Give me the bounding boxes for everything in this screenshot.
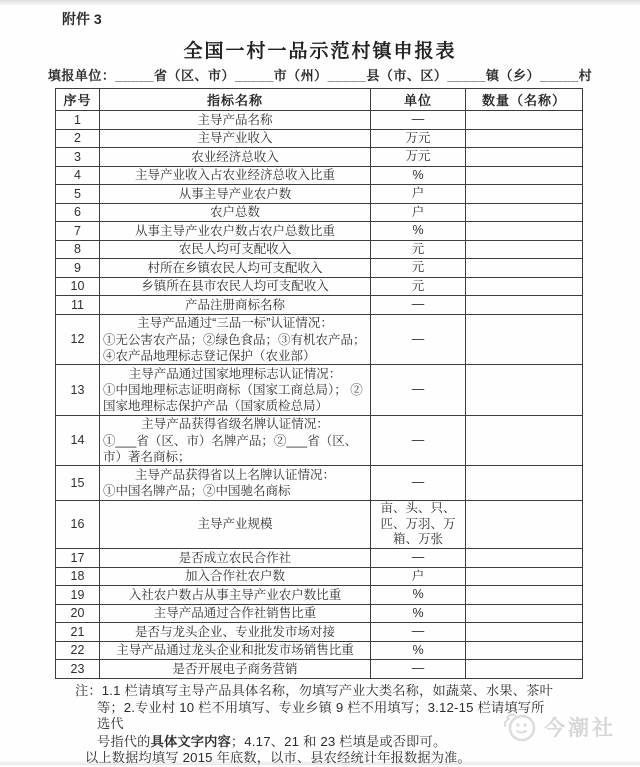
- quantity-cell: [466, 185, 583, 204]
- row-number-cell: 12: [56, 314, 100, 365]
- table-row: [56, 203, 583, 222]
- unit-cell: —: [371, 415, 466, 466]
- unit-cell: 元: [371, 277, 466, 296]
- quantity-cell: [466, 314, 583, 365]
- unit-cell: —: [371, 111, 466, 130]
- unit-cell: 元: [371, 259, 466, 278]
- quantity-cell: [466, 365, 583, 416]
- row-number-cell: 6: [56, 203, 100, 222]
- table-row: [56, 623, 583, 642]
- quantity-cell: [466, 166, 583, 185]
- indicator-detail: ①无公害农产品；②绿色食品；③有机农产品；④农产品地理标志登记保护（农业部）: [103, 332, 366, 363]
- unit-cell: 万元: [371, 129, 466, 148]
- indicator-name: 是否开展电子商务营销: [172, 661, 298, 676]
- note-line-3-pre: 号指代的: [97, 733, 151, 749]
- indicator-name-cell: [100, 111, 371, 130]
- row-number-cell: 22: [56, 641, 100, 660]
- quantity-cell: [466, 415, 583, 466]
- row-number-cell: 19: [56, 586, 100, 605]
- unit-cell: %: [371, 166, 466, 185]
- row-number-cell: 21: [56, 623, 100, 642]
- table-row: [56, 660, 583, 679]
- quantity-cell: [466, 203, 583, 222]
- indicator-name-cell: [100, 185, 371, 204]
- row-number-cell: 10: [56, 277, 100, 296]
- indicator-name-cell: [100, 660, 371, 679]
- row-number-cell: 1: [56, 111, 100, 130]
- unit-cell: %: [371, 222, 466, 241]
- table-row: [56, 641, 583, 660]
- indicator-detail: ①中国地理标志证明商标（国家工商总局）； ②国家地理标志保护产品（国家质检总局）: [103, 383, 363, 413]
- indicator-name-cell: [100, 500, 371, 549]
- table-row: [56, 500, 583, 549]
- attachment-label: 附件 3: [62, 11, 102, 27]
- table-row: [56, 314, 583, 365]
- row-number-cell: 5: [56, 185, 100, 204]
- notes-block: [75, 683, 557, 767]
- table-row: [56, 604, 583, 623]
- quantity-cell: [466, 148, 583, 167]
- table-row: [56, 148, 583, 167]
- unit-cell: 万元: [371, 148, 466, 167]
- indicator-name: 主导产品名称: [197, 112, 273, 127]
- column-header-quantity: 数量（名称）: [466, 89, 583, 111]
- quantity-cell: [466, 466, 583, 501]
- quantity-cell: [466, 222, 583, 241]
- unit-cell: %: [371, 641, 466, 660]
- row-number-cell: 18: [56, 567, 100, 586]
- indicator-name: 主导产品获得省以上名牌认证情况：: [134, 467, 335, 482]
- quantity-cell: [466, 586, 583, 605]
- quantity-cell: [466, 111, 583, 130]
- row-number-cell: 23: [56, 660, 100, 679]
- indicator-name-cell: [100, 277, 371, 296]
- quantity-cell: [466, 129, 583, 148]
- quantity-cell: [466, 500, 583, 549]
- quantity-cell: [466, 549, 583, 568]
- indicator-name: 主导产品通过国家地理标志认证情况：: [128, 366, 342, 381]
- indicator-name-cell: [100, 549, 371, 568]
- row-number-cell: 7: [56, 222, 100, 241]
- quantity-cell: [466, 277, 583, 296]
- indicator-name-cell: [100, 623, 371, 642]
- note-line-2: 等；2.专业村 10 栏不用填写、专业乡镇 9 栏不用填写；3.12-15 栏请填写所选代: [97, 699, 545, 732]
- note-line-1: 注：1.1 栏请填写主导产品具体名称，勿填写产业大类名称，如蔬菜、水果、茶叶: [75, 683, 553, 698]
- quantity-cell: [466, 567, 583, 586]
- unit-cell: —: [371, 549, 466, 568]
- note-line-4: 以上数据均填写 2015 年底数，以市、县农经统计年报数据为准。: [85, 750, 471, 766]
- row-number-cell: 15: [56, 466, 100, 501]
- indicator-name-cell: [100, 641, 371, 660]
- indicator-name-cell: [100, 365, 371, 416]
- unit-cell: —: [371, 314, 466, 365]
- indicator-name: 农民人均可支配收入: [178, 242, 292, 256]
- note-line-3-bold: 具体文字内容: [150, 733, 231, 749]
- row-number-cell: 20: [56, 604, 100, 623]
- row-number-cell: 17: [56, 549, 100, 568]
- quantity-cell: [466, 259, 583, 278]
- row-number-cell: 13: [56, 365, 100, 416]
- table-row: [56, 277, 583, 296]
- table-row: [56, 586, 583, 605]
- unit-cell: —: [371, 660, 466, 679]
- quantity-cell: [466, 623, 583, 642]
- unit-cell: 户: [371, 203, 466, 222]
- table-row: [56, 111, 583, 130]
- table-row: [56, 549, 583, 568]
- indicator-name-cell: [100, 222, 371, 241]
- indicator-name-cell: [100, 259, 371, 278]
- indicator-name: 加入合作社农户数: [184, 569, 285, 583]
- indicator-name-cell: [100, 296, 371, 315]
- column-header-number: 序号: [56, 89, 100, 111]
- indicator-name-cell: [100, 148, 371, 167]
- column-header-indicator: 指标名称: [100, 89, 371, 111]
- table-row: [56, 567, 583, 586]
- unit-cell: 亩、头、只、匹、万羽、万箱、万张: [371, 500, 466, 549]
- table-row: [56, 222, 583, 241]
- indicator-name-cell: [100, 203, 371, 222]
- unit-cell: %: [371, 604, 466, 623]
- table-row: [56, 415, 583, 466]
- indicator-name: 入社农户数占从事主导产业农户数比重: [128, 587, 342, 602]
- indicator-name: 主导产业收入占农业经济总收入比重: [134, 168, 335, 182]
- indicator-name: 主导产品通过“三品一标”认证情况：: [137, 316, 333, 330]
- quantity-cell: [466, 604, 583, 623]
- row-number-cell: 8: [56, 240, 100, 259]
- indicator-name-cell: [100, 129, 371, 148]
- form-title: 全国一村一品示范村镇申报表: [183, 41, 457, 62]
- indicator-name: 是否成立农民合作社: [178, 550, 292, 565]
- unit-cell: —: [371, 365, 466, 416]
- scan-edge-shadow-top: [0, 0, 640, 5]
- indicator-name: 产品注册商标名称: [184, 297, 285, 312]
- unit-cell: 户: [371, 567, 466, 586]
- indicator-name: 主导产品通过龙头企业和批发市场销售比重: [116, 643, 354, 657]
- indicator-name: 主导产业收入: [197, 131, 273, 145]
- indicator-name: 主导产品通过合作社销售比重: [153, 606, 317, 620]
- table-row: [56, 185, 583, 204]
- table-row: [56, 466, 583, 501]
- reporting-unit-line: 填报单位：_____省（区、市）_____市（州）_____县（市、区）_____镇（乡）_____村: [47, 68, 593, 83]
- row-number-cell: 3: [56, 148, 100, 167]
- indicator-name: 是否与龙头企业、专业批发市场对接: [134, 624, 335, 639]
- note-line-3-post: ；4.17、21 和 23 栏填是或否即可。: [230, 733, 447, 749]
- indicator-name-cell: [100, 240, 371, 259]
- quantity-cell: [466, 296, 583, 315]
- indicator-name-cell: [100, 415, 371, 466]
- table-row: [56, 259, 583, 278]
- indicator-name: 乡镇所在县市农民人均可支配收入: [141, 279, 329, 293]
- table-header-row: [56, 89, 583, 111]
- row-number-cell: 16: [56, 500, 100, 549]
- row-number-cell: 11: [56, 296, 100, 315]
- table-row: [56, 166, 583, 185]
- table-row: [56, 296, 583, 315]
- table-row: [56, 365, 583, 416]
- row-number-cell: 2: [56, 129, 100, 148]
- column-header-unit: 单位: [371, 89, 466, 111]
- quantity-cell: [466, 660, 583, 679]
- indicator-name: 从事主导产业农户数占农户总数比重: [134, 223, 335, 238]
- indicator-name: 主导产品获得省级名牌认证情况：: [141, 417, 329, 431]
- watermark-text: 今潮社: [544, 717, 616, 740]
- indicator-name: 主导产业规模: [197, 517, 273, 531]
- note-line-3: [97, 734, 557, 751]
- indicator-name-cell: [100, 166, 371, 185]
- application-table: [55, 88, 583, 679]
- indicator-name-cell: [100, 314, 371, 365]
- indicator-name: 从事主导产业农户数: [178, 186, 292, 201]
- unit-cell: —: [371, 466, 466, 501]
- indicator-detail: ①中国名牌产品；②中国驰名商标: [103, 484, 291, 498]
- row-number-cell: 4: [56, 166, 100, 185]
- table-row: [56, 240, 583, 259]
- indicator-name-cell: [100, 604, 371, 623]
- row-number-cell: 9: [56, 259, 100, 278]
- indicator-name-cell: [100, 586, 371, 605]
- unit-cell: —: [371, 296, 466, 315]
- unit-cell: —: [371, 623, 466, 642]
- quantity-cell: [466, 240, 583, 259]
- unit-cell: %: [371, 586, 466, 605]
- indicator-name: 农户总数: [209, 205, 260, 219]
- indicator-name: 农业经济总收入: [191, 149, 279, 164]
- indicator-name-cell: [100, 466, 371, 501]
- unit-cell: 元: [371, 240, 466, 259]
- table-row: [56, 129, 583, 148]
- unit-cell: 户: [371, 185, 466, 204]
- row-number-cell: 14: [56, 415, 100, 466]
- indicator-name-cell: [100, 567, 371, 586]
- indicator-name: 村所在乡镇农民人均可支配收入: [147, 260, 323, 275]
- quantity-cell: [466, 641, 583, 660]
- indicator-detail: ①___省（区、市）名牌产品；②___省（区、市）著名商标；: [103, 433, 358, 464]
